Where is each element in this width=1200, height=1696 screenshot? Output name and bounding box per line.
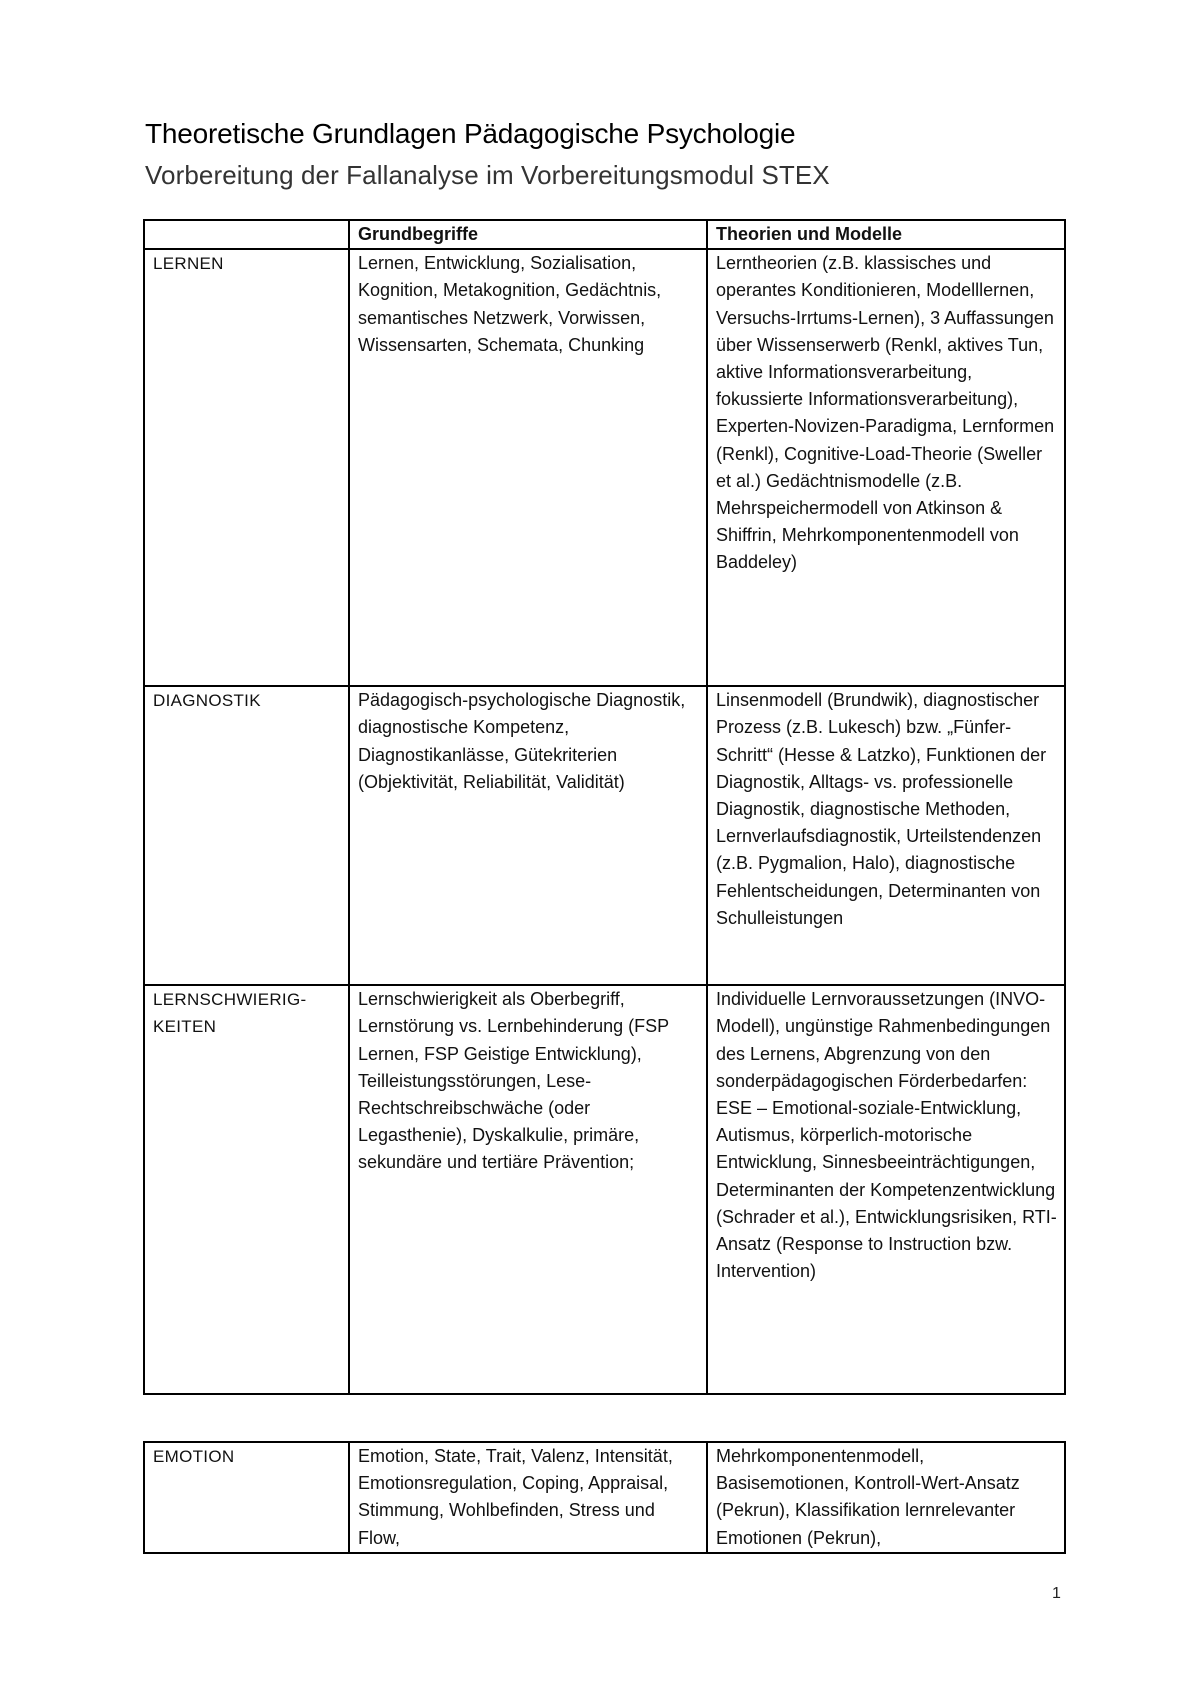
grundbegriffe-cell: Lernschwierigkeit als Oberbegriff, Lernstörung vs. Lernbehinderung (FSP Lernen, FSP Geistige Entwicklung), Teilleistungsstörungen, Lese-Rechtschreibschwäche (oder Legasthenie), Dyskalkulie, primäre, sekundäre und tertiäre Prävention;	[349, 985, 707, 1394]
table-header-row	[144, 220, 1065, 249]
grundbegriffe-cell: Lernen, Entwicklung, Sozialisation, Kognition, Metakognition, Gedächtnis, semantisches Netzwerk, Vorwissen, Wissensarten, Schemata, Chunking	[349, 249, 707, 686]
theorien-cell: Individuelle Lernvoraussetzungen (INVO-Modell), ungünstige Rahmenbedingungen des Lernens, Abgrenzung von den sonderpädagogischen Förderbedarfen: ESE – Emotional-soziale-Entwicklung, Autismus, körperlich-motorische Entwicklung, Sinnesbeeinträchtigungen, Determinanten der Kompetenzentwicklung (Schrader et al.), Entwicklungsrisiken, RTI-Ansatz (Response to Instruction bzw. Intervention)	[707, 985, 1065, 1394]
header-cell-grundbegriffe: Grundbegriffe	[349, 220, 707, 249]
document-subtitle: Vorbereitung der Fallanalyse im Vorbereitungsmodul STEX	[145, 160, 830, 190]
topics-table	[143, 219, 1066, 1395]
table-row	[144, 249, 1065, 686]
header-cell-empty	[144, 220, 349, 249]
page-number: 1	[1052, 1585, 1061, 1602]
category-cell: LERNEN	[144, 249, 349, 686]
category-cell: EMOTION	[144, 1442, 349, 1553]
grundbegriffe-cell: Emotion, State, Trait, Valenz, Intensität, Emotionsregulation, Coping, Appraisal, Stimmung, Wohlbefinden, Stress und Flow,	[349, 1442, 707, 1553]
header-cell-theorien: Theorien und Modelle	[707, 220, 1065, 249]
document-title: Theoretische Grundlagen Pädagogische Psychologie	[145, 118, 796, 149]
table-row	[144, 1442, 1065, 1553]
theorien-cell: Mehrkomponentenmodell, Basisemotionen, Kontroll-Wert-Ansatz (Pekrun), Klassifikation lernrelevanter Emotionen (Pekrun),	[707, 1442, 1065, 1553]
category-line-2: KEITEN	[153, 1017, 217, 1037]
table-row	[144, 686, 1065, 985]
grundbegriffe-cell: Pädagogisch-psychologische Diagnostik, diagnostische Kompetenz, Diagnostikanlässe, Gütekriterien (Objektivität, Reliabilität, Validität)	[349, 686, 707, 985]
theorien-cell: Lerntheorien (z.B. klassisches und operantes Konditionieren, Modelllernen, Versuchs-Irrtums-Lernen), 3 Auffassungen über Wissenserwerb (Renkl, aktives Tun, aktive Informationsverarbeitung, fokussierte Informationsverarbeitung), Experten-Novizen-Paradigma, Lernformen (Renkl), Cognitive-Load-Theorie (Sweller et al.) Gedächtnismodelle (z.B. Mehrspeichermodell von Atkinson & Shiffrin, Mehrkomponentenmodell von Baddeley)	[707, 249, 1065, 686]
theorien-cell: Linsenmodell (Brundwik), diagnostischer Prozess (z.B. Lukesch) bzw. „Fünfer-Schritt“ (Hesse & Latzko), Funktionen der Diagnostik, Alltags- vs. professionelle Diagnostik, diagnostische Methoden, Lernverlaufsdiagnostik, Urteilstendenzen (z.B. Pygmalion, Halo), diagnostische Fehlentscheidungen, Determinanten von Schulleistungen	[707, 686, 1065, 985]
category-cell: DIAGNOSTIK	[144, 686, 349, 985]
category-line-1: LERNSCHWIERIG-	[153, 990, 307, 1010]
category-cell	[144, 985, 349, 1394]
table-row	[144, 985, 1065, 1394]
topics-table-continued	[143, 1441, 1066, 1554]
